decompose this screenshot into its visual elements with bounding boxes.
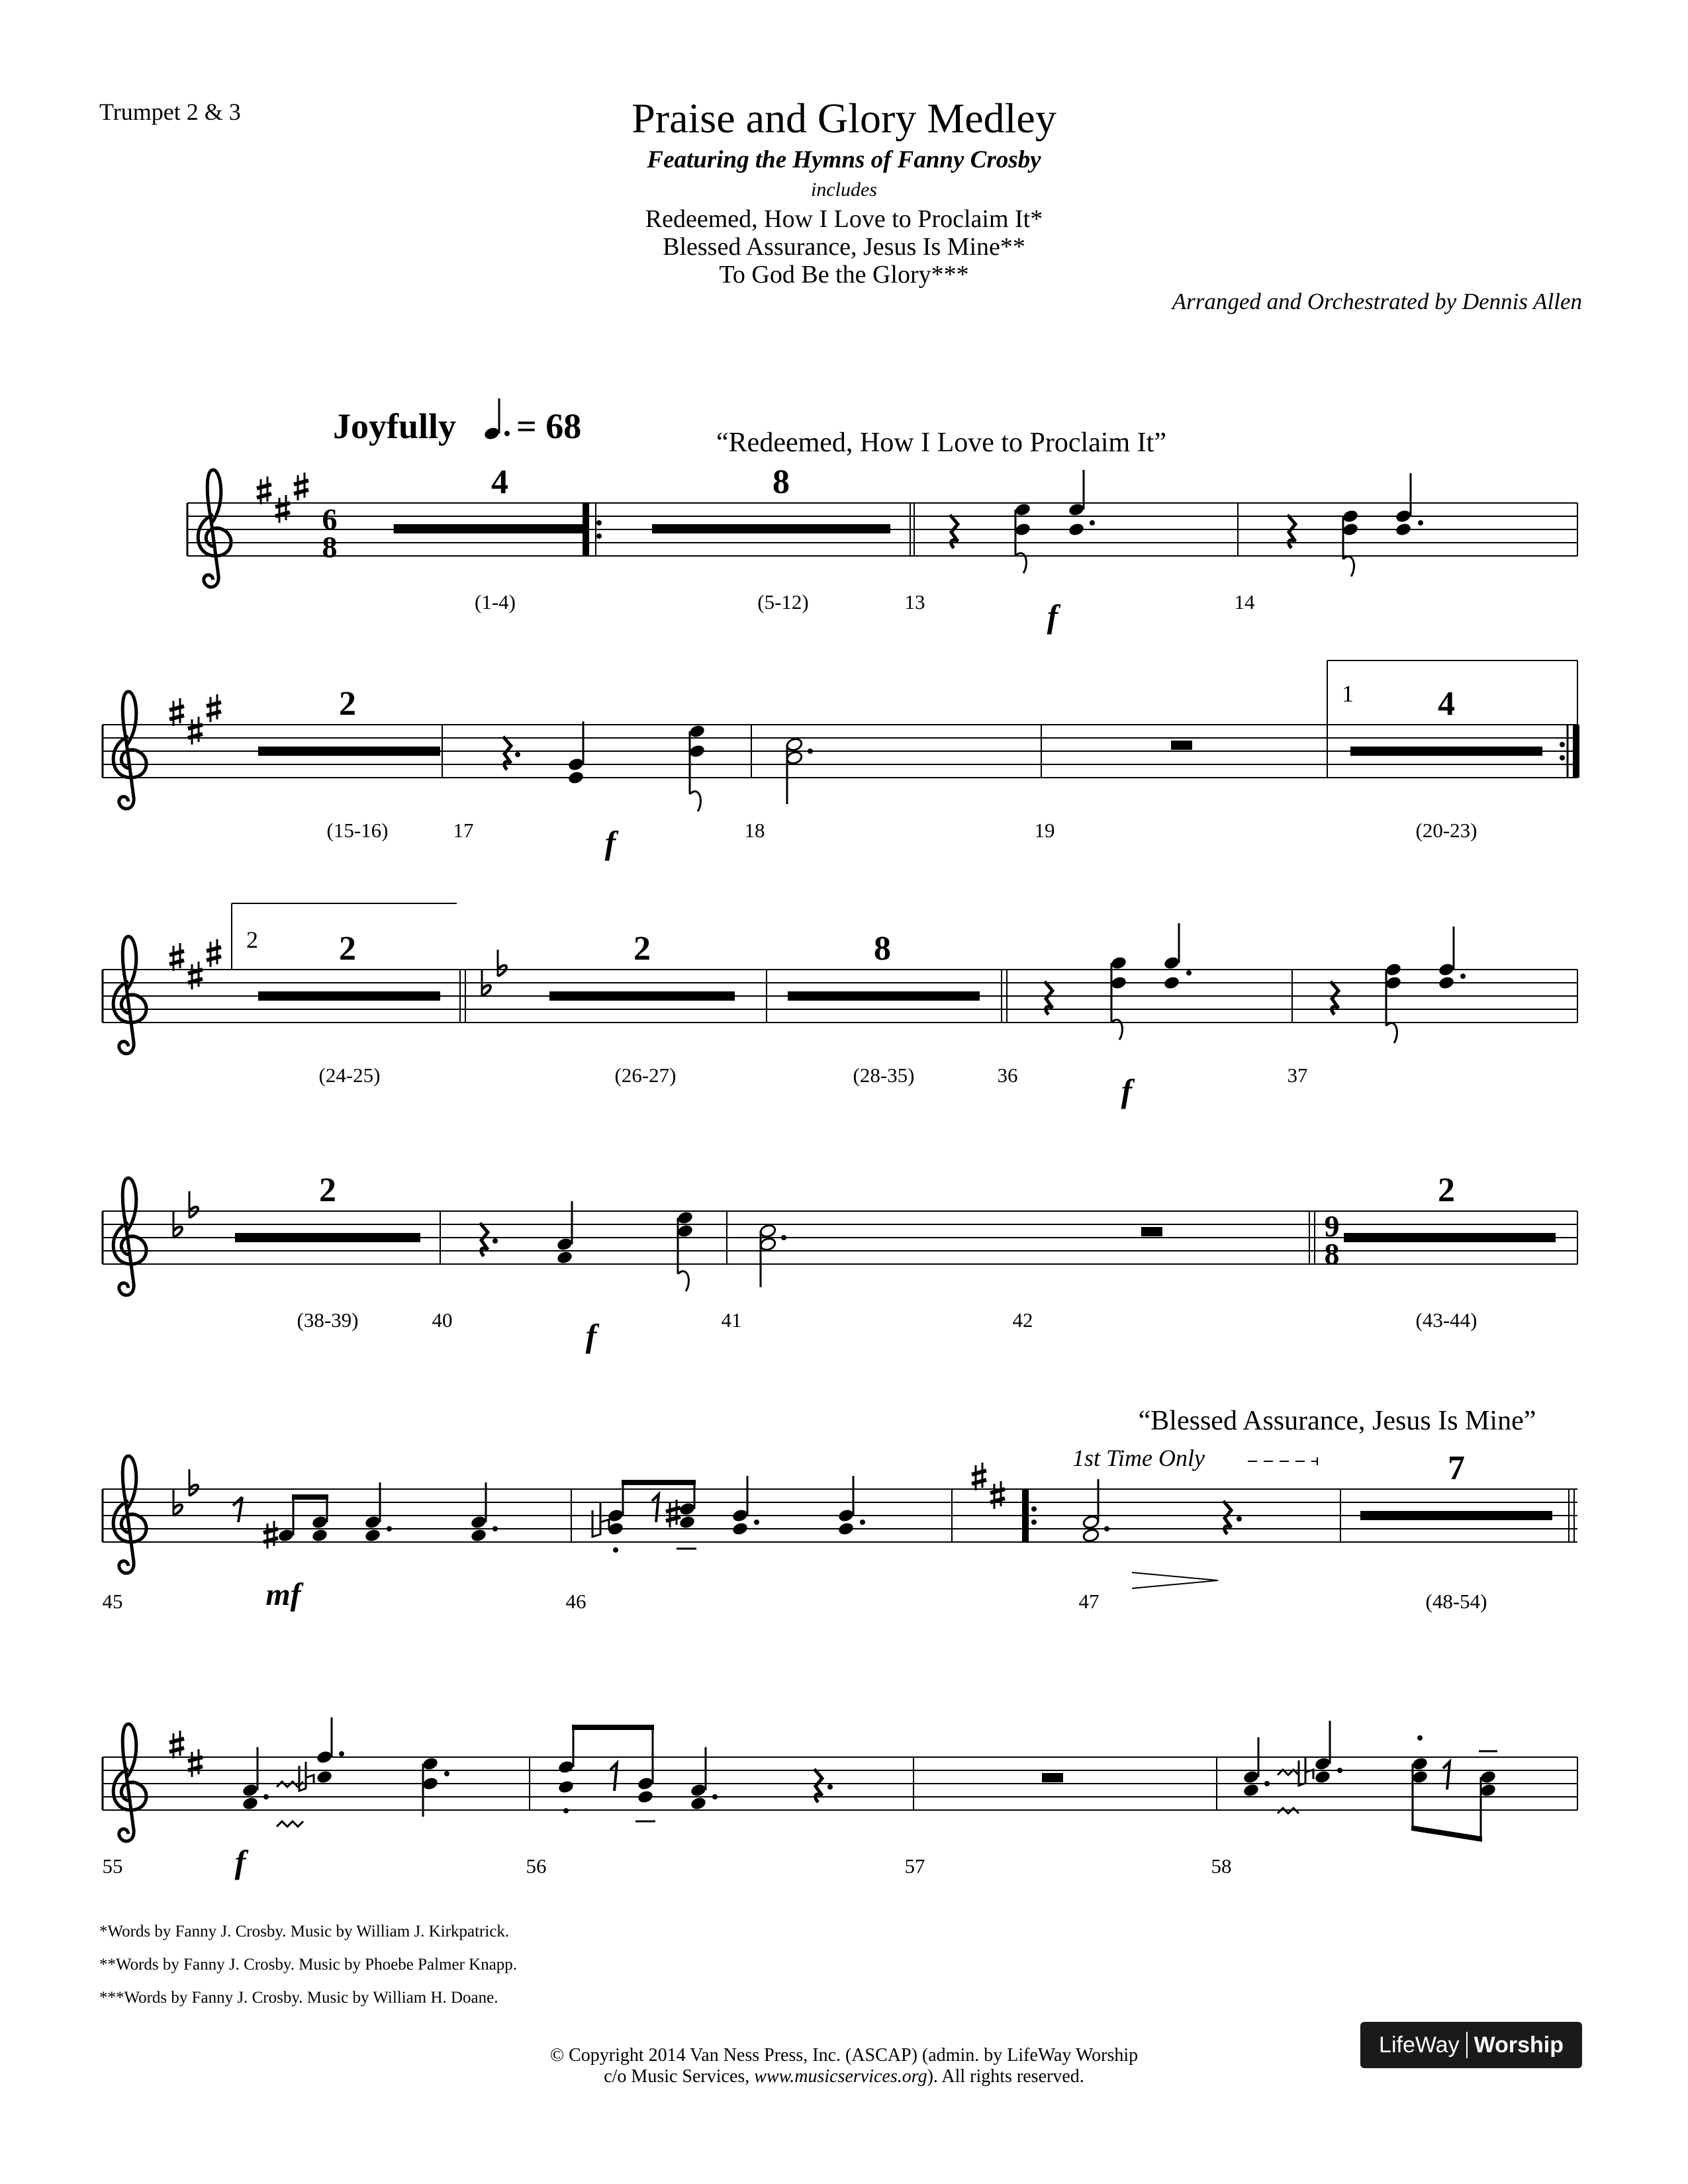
rest-count: 2 xyxy=(319,1171,336,1209)
staff-system-6 xyxy=(103,1717,1577,1842)
time-signature-top: 9 xyxy=(1324,1209,1340,1243)
includes-label: includes xyxy=(811,179,877,201)
measure-label: 55 xyxy=(102,1854,123,1878)
rest-count: 7 xyxy=(1448,1449,1465,1487)
measure-label: (28-35) xyxy=(853,1064,915,1087)
staff-system-1 xyxy=(187,463,1577,587)
measure-label: (15-16) xyxy=(326,819,389,842)
part-name: Trumpet 2 & 3 xyxy=(99,99,241,125)
staff-system-2 xyxy=(103,660,1579,811)
measure-label: (20-23) xyxy=(1415,819,1477,842)
footnote-3: ***Words by Fanny J. Crosby. Music by William H. Doane. xyxy=(99,1989,498,2007)
copyright-notice xyxy=(397,2045,1291,2087)
measure-label: (5-12) xyxy=(757,590,809,614)
dynamic-mezzo-forte: mf xyxy=(265,1577,301,1612)
measure-label: 56 xyxy=(526,1854,547,1878)
measure-label: (1-4) xyxy=(475,590,516,614)
measure-label: (24-25) xyxy=(318,1064,381,1087)
rest-count: 2 xyxy=(339,685,356,723)
section-title-blessed-assurance: “Blessed Assurance, Jesus Is Mine” xyxy=(1138,1406,1536,1436)
dynamic-forte: f xyxy=(234,1843,246,1880)
time-signature-bottom: 8 xyxy=(1324,1237,1340,1271)
measure-label: (38-39) xyxy=(297,1308,359,1332)
multi-rest-bar xyxy=(652,524,890,533)
measure-label: 46 xyxy=(565,1590,586,1613)
measure-label: (26-27) xyxy=(614,1064,677,1087)
dynamic-forte: f xyxy=(1047,598,1058,635)
first-time-only-label: 1st Time Only xyxy=(1072,1445,1205,1471)
music-services-link[interactable]: www.musicservices.org xyxy=(754,2066,927,2087)
staff-system-3 xyxy=(103,903,1577,1054)
copyright-line-1: © Copyright 2014 Van Ness Press, Inc. (ASCAP) (admin. by LifeWay Worship xyxy=(549,2045,1139,2066)
rest-count: 8 xyxy=(773,463,790,501)
ending-bracket-1: 1 xyxy=(1342,680,1354,707)
tempo-text: Joyfully xyxy=(333,406,457,446)
arranger-credit: Arranged and Orchestrated by Dennis Allen xyxy=(1172,289,1582,314)
dynamic-forte: f xyxy=(1121,1072,1133,1109)
rest-count: 8 xyxy=(874,930,891,968)
rest-count: 2 xyxy=(633,930,651,968)
decrescendo-hairpin xyxy=(1132,1572,1218,1588)
measure-label: 37 xyxy=(1287,1064,1308,1087)
measure-label: 13 xyxy=(904,590,925,614)
dynamic-forte: f xyxy=(604,824,616,861)
copyright-line-2: c/o Music Services, www.musicservices.org). All rights reserved. xyxy=(604,2066,1084,2087)
rest-count: 4 xyxy=(491,463,508,501)
rest-count: 2 xyxy=(1438,1171,1455,1209)
multi-rest-bar xyxy=(394,524,589,533)
measure-label: (43-44) xyxy=(1415,1308,1477,1332)
tempo-note-icon xyxy=(483,398,510,441)
measure-label: 40 xyxy=(432,1308,453,1332)
dynamic-forte: f xyxy=(585,1317,597,1354)
measure-label: 17 xyxy=(453,819,474,842)
measure-label: 42 xyxy=(1012,1308,1033,1332)
measure-label: 19 xyxy=(1034,819,1055,842)
measure-label: 14 xyxy=(1234,590,1255,614)
measure-label: 41 xyxy=(721,1308,742,1332)
song-3: To God Be the Glory*** xyxy=(719,261,969,289)
footnote-2: **Words by Fanny J. Crosby. Music by Phoebe Palmer Knapp. xyxy=(99,1956,518,1974)
ending-bracket-2: 2 xyxy=(246,927,258,953)
footnote-1: *Words by Fanny J. Crosby. Music by William J. Kirkpatrick. xyxy=(99,1923,510,1940)
rest-count: 2 xyxy=(339,930,356,968)
measure-label: 47 xyxy=(1078,1590,1100,1613)
subtitle: Featuring the Hymns of Fanny Crosby xyxy=(647,146,1041,173)
song-2: Blessed Assurance, Jesus Is Mine** xyxy=(663,233,1025,261)
measure-label: 58 xyxy=(1211,1854,1232,1878)
lifeway-worship-logo: LifeWay Worship xyxy=(1360,2022,1582,2068)
rest-count: 4 xyxy=(1438,685,1455,723)
measure-label: 18 xyxy=(744,819,765,842)
section-title-redeemed: “Redeemed, How I Love to Proclaim It” xyxy=(716,428,1166,458)
time-signature-top: 6 xyxy=(322,502,338,536)
measure-label: 36 xyxy=(997,1064,1018,1087)
measure-label: 45 xyxy=(102,1590,123,1613)
staff-system-4 xyxy=(103,1171,1577,1295)
song-1: Redeemed, How I Love to Proclaim It* xyxy=(645,205,1043,233)
staff-system-5 xyxy=(103,1449,1577,1588)
measure-label: 57 xyxy=(904,1854,925,1878)
time-signature-bottom: 8 xyxy=(322,530,338,564)
page-title: Praise and Glory Medley xyxy=(632,95,1056,142)
measure-label: (48-54) xyxy=(1425,1590,1487,1613)
tempo-value: = 68 xyxy=(516,406,582,446)
